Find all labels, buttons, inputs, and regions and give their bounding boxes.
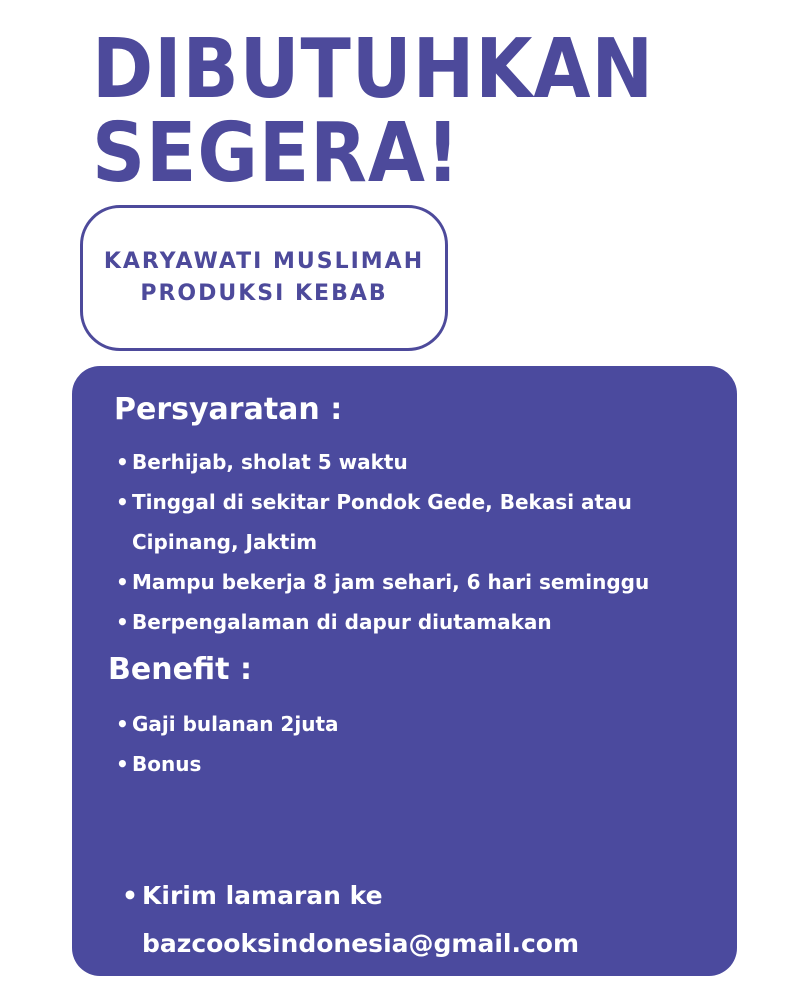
apply-email: bazcooksindonesia@gmail.com — [142, 929, 579, 958]
bullet-icon: • — [116, 570, 129, 594]
apply-label: Kirim lamaran ke — [142, 881, 383, 910]
bullet-icon: • — [116, 490, 129, 514]
benefit-text: Bonus — [132, 752, 202, 776]
position-badge — [80, 205, 448, 351]
bullet-icon: • — [116, 610, 129, 634]
benefits-title: Benefit : — [108, 652, 252, 687]
headline — [92, 22, 655, 201]
list-item-continuation — [72, 522, 649, 562]
list-item — [72, 442, 649, 482]
bullet-icon: • — [116, 712, 129, 736]
list-item — [72, 602, 649, 642]
bullet-icon: • — [116, 752, 129, 776]
requirements-title: Persyaratan : — [114, 392, 343, 427]
bullet-icon: • — [122, 881, 138, 910]
requirement-text: Tinggal di sekitar Pondok Gede, Bekasi atau — [132, 490, 632, 514]
details-panel — [72, 366, 737, 976]
position-line-2: PRODUKSI KEBAB — [140, 281, 388, 306]
requirement-text-continuation: Cipinang, Jaktim — [132, 530, 318, 554]
list-item — [72, 744, 339, 784]
requirement-text: Berhijab, sholat 5 waktu — [132, 450, 408, 474]
requirement-text: Mampu bekerja 8 jam sehari, 6 hari seminggu — [132, 570, 650, 594]
apply-section — [122, 872, 579, 968]
list-item — [72, 562, 649, 602]
list-item — [72, 482, 649, 522]
list-item — [72, 704, 339, 744]
requirements-list — [72, 442, 649, 642]
position-line-1: KARYAWATI MUSLIMAH — [103, 249, 425, 274]
requirement-text: Berpengalaman di dapur diutamakan — [132, 610, 552, 634]
bullet-icon: • — [116, 450, 129, 474]
benefits-list — [72, 704, 339, 784]
benefit-text: Gaji bulanan 2juta — [132, 712, 339, 736]
headline-line-1: DIBUTUHKAN — [92, 22, 655, 117]
headline-line-2: SEGERA! — [92, 106, 461, 201]
